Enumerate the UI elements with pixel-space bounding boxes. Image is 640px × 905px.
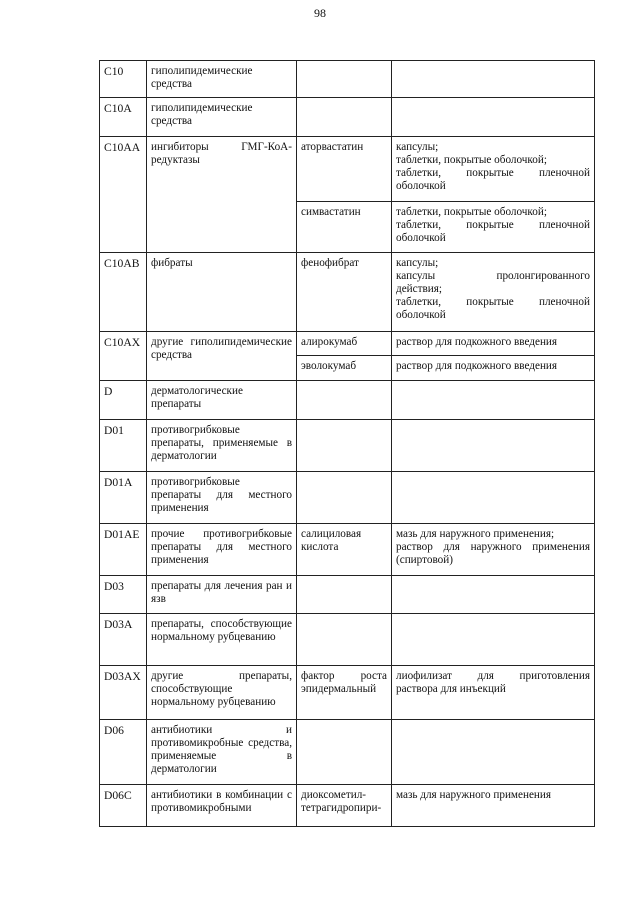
table-row	[100, 524, 595, 576]
dosage-form	[392, 420, 595, 472]
drug-name	[297, 420, 392, 472]
dosage-form-line: таблетки, покрытые пленочной	[396, 296, 590, 308]
dosage-form	[392, 614, 595, 666]
atc-code: D03	[100, 576, 147, 614]
dosage-form	[392, 666, 595, 720]
table-row	[100, 720, 595, 785]
drug-name	[297, 720, 392, 785]
group-name: ингибиторы ГМГ-КоА-редуктазы	[147, 137, 297, 253]
table-row	[100, 98, 595, 137]
table-row	[100, 381, 595, 420]
dosage-form-line: оболочкой	[396, 180, 446, 192]
atc-code: D03AX	[100, 666, 147, 720]
atc-code: D06C	[100, 785, 147, 827]
group-name: препараты для лечения ран и язв	[147, 576, 297, 614]
dosage-form-line: раствора для инъекций	[396, 683, 506, 695]
dosage-form	[392, 137, 595, 202]
dosage-form-line: таблетки, покрытые пленочной	[396, 219, 590, 231]
table-row	[100, 472, 595, 524]
drug-table	[99, 60, 595, 827]
dosage-form: раствор для подкожного введения	[392, 332, 595, 356]
dosage-form-line: действия;	[396, 283, 443, 295]
table-row	[100, 61, 595, 98]
dosage-form-line: раствор для наружного применения	[396, 541, 590, 553]
drug-name: эволокумаб	[297, 356, 392, 381]
group-name: прочие противогрибковые препараты для местного применения	[147, 524, 297, 576]
dosage-form-line: капсулы;	[396, 257, 439, 269]
drug-name	[297, 98, 392, 137]
atc-code: D03A	[100, 614, 147, 666]
atc-code: C10A	[100, 98, 147, 137]
drug-name: диоксометил-тетрагидропири-	[297, 785, 392, 827]
drug-name: аторвастатин	[297, 137, 392, 202]
drug-name	[297, 472, 392, 524]
dosage-form: раствор для подкожного введения	[392, 356, 595, 381]
dosage-form-line: (спиртовой)	[396, 554, 453, 566]
dosage-form-line: капсулы пролонгированного	[396, 270, 590, 282]
dosage-form: мазь для наружного применения	[392, 785, 595, 827]
group-name: препараты, способствующие нормальному рубцеванию	[147, 614, 297, 666]
drug-name: салициловая кислота	[297, 524, 392, 576]
dosage-form-line: мазь для наружного применения;	[396, 528, 555, 540]
atc-code: D01A	[100, 472, 147, 524]
table-row	[100, 785, 595, 827]
group-name: дерматологические препараты	[147, 381, 297, 420]
atc-code: D01	[100, 420, 147, 472]
table-row	[100, 614, 595, 666]
dosage-form	[392, 98, 595, 137]
drug-name	[297, 381, 392, 420]
group-name: противогрибковые препараты, применяемые в дерматологии	[147, 420, 297, 472]
dosage-form-line: таблетки, покрытые оболочкой;	[396, 154, 547, 166]
group-name: другие препараты, способствующие нормальному рубцеванию	[147, 666, 297, 720]
group-name: антибиотики и противомикробные средства, применяемые в дерматологии	[147, 720, 297, 785]
dosage-form-line: капсулы;	[396, 141, 439, 153]
table-row	[100, 137, 595, 202]
drug-name: алирокумаб	[297, 332, 392, 356]
dosage-form	[392, 61, 595, 98]
table-row	[100, 332, 595, 356]
atc-code: D	[100, 381, 147, 420]
drug-name: симвастатин	[297, 202, 392, 253]
dosage-form	[392, 472, 595, 524]
atc-code: D01AE	[100, 524, 147, 576]
dosage-form	[392, 524, 595, 576]
atc-code: C10	[100, 61, 147, 98]
dosage-form	[392, 253, 595, 332]
table-row	[100, 666, 595, 720]
atc-code: D06	[100, 720, 147, 785]
group-name: фибраты	[147, 253, 297, 332]
group-name: другие гиполипидемические средства	[147, 332, 297, 381]
group-name: гиполипидемические средства	[147, 98, 297, 137]
group-name: антибиотики в комбинации с противомикробными	[147, 785, 297, 827]
drug-name	[297, 614, 392, 666]
drug-name: фактор роста эпидермальный	[297, 666, 392, 720]
page-number: 98	[314, 6, 326, 20]
atc-code: C10AX	[100, 332, 147, 381]
atc-code: C10AB	[100, 253, 147, 332]
drug-name	[297, 576, 392, 614]
group-name: противогрибковые препараты для местного применения	[147, 472, 297, 524]
drug-name	[297, 61, 392, 98]
dosage-form-line: таблетки, покрытые оболочкой;	[396, 206, 547, 218]
dosage-form-line: оболочкой	[396, 309, 446, 321]
dosage-form-line: лиофилизат для приготовления	[396, 670, 590, 682]
dosage-form-line: оболочкой	[396, 232, 446, 244]
dosage-form-line: таблетки, покрытые пленочной	[396, 167, 590, 179]
table-row	[100, 576, 595, 614]
group-name: гиполипидемические средства	[147, 61, 297, 98]
dosage-form	[392, 381, 595, 420]
drug-name: фенофибрат	[297, 253, 392, 332]
dosage-form	[392, 202, 595, 253]
atc-code: C10AA	[100, 137, 147, 253]
dosage-form	[392, 720, 595, 785]
table-row	[100, 253, 595, 332]
table-row	[100, 420, 595, 472]
dosage-form	[392, 576, 595, 614]
